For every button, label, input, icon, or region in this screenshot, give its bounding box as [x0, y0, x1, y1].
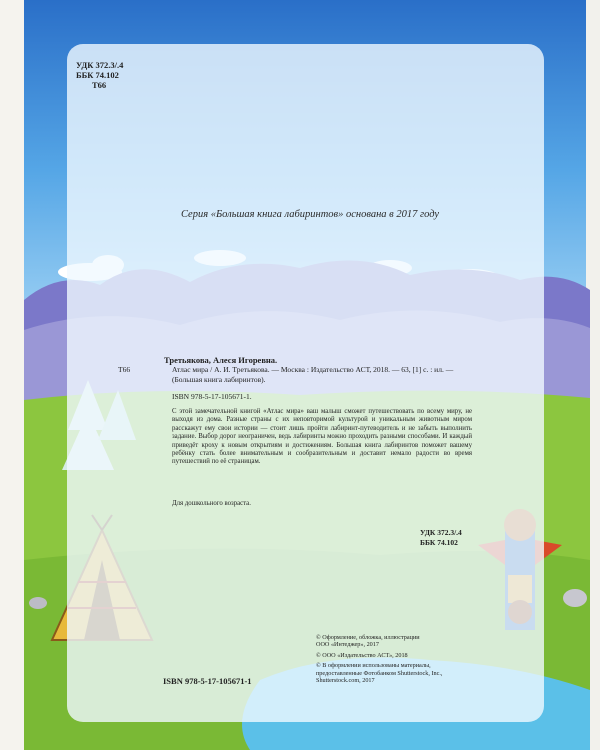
copyright-line: ООО «Интеджер», 2017 — [316, 641, 379, 649]
bbk-line: ББК 74.102 — [76, 70, 119, 80]
copyright-block — [316, 634, 486, 684]
isbn-record: ISBN 978-5-17-105671-1. — [172, 392, 252, 401]
copyright-line: предоставленные Фотобанком Shutterstock, Inc., — [316, 669, 443, 677]
bbk-line: ББК 74.102 — [420, 538, 458, 547]
udk-block-top — [76, 60, 123, 90]
code-line: Т66 — [92, 80, 107, 90]
udk-line: УДК 372.3/.4 — [420, 528, 462, 537]
copyright-line: Shutterstock.com, 2017 — [316, 677, 375, 685]
bibliographic-record: Атлас мира / А. И. Третьякова. — Москва : Издательство АСТ, 2018. — 63, [1] с. : ил. — (Большая книга лабиринтов). — [172, 365, 454, 384]
series-note: Серия «Большая книга лабиринтов» основана в 2017 году — [180, 209, 440, 220]
copyright-line: © Оформление, обложка, иллюстрации — [316, 634, 420, 641]
isbn-bottom: ISBN 978-5-17-105671-1 — [163, 676, 252, 686]
udk-block-bottom — [420, 528, 462, 548]
udk-line: УДК 372.3/.4 — [76, 60, 124, 70]
copyright-line: © В оформлении использованы материалы, — [316, 662, 431, 670]
classification-mark: Т66 — [118, 365, 131, 374]
author-heading: Третьякова, Алеся Игоревна. — [164, 355, 278, 365]
annotation: С этой замечательной книгой «Атлас мира» ваш малыш сможет путешествовать по всему миру, не выходя из дома. Разные страны с их неповторимой культурой и уникальным животным миром расскажут ему свои истории — стоит лишь пройти лабиринт-путеводитель и не забыть выполнить задание. Выбор дорог неограничен, ведь лабиринты можно проходить разными способами. И каждый приведёт кроху к новым открытиям и достижениям. Большая книга лабиринтов поможет вашему ребёнку стать более внимательным и сообразительным и доставит немало радости во время путешествий по её страницам. — [172, 408, 472, 466]
age-note: Для дошкольного возраста. — [172, 500, 251, 507]
copyright-line: © ООО «Издательство АСТ», 2018 — [316, 651, 408, 659]
